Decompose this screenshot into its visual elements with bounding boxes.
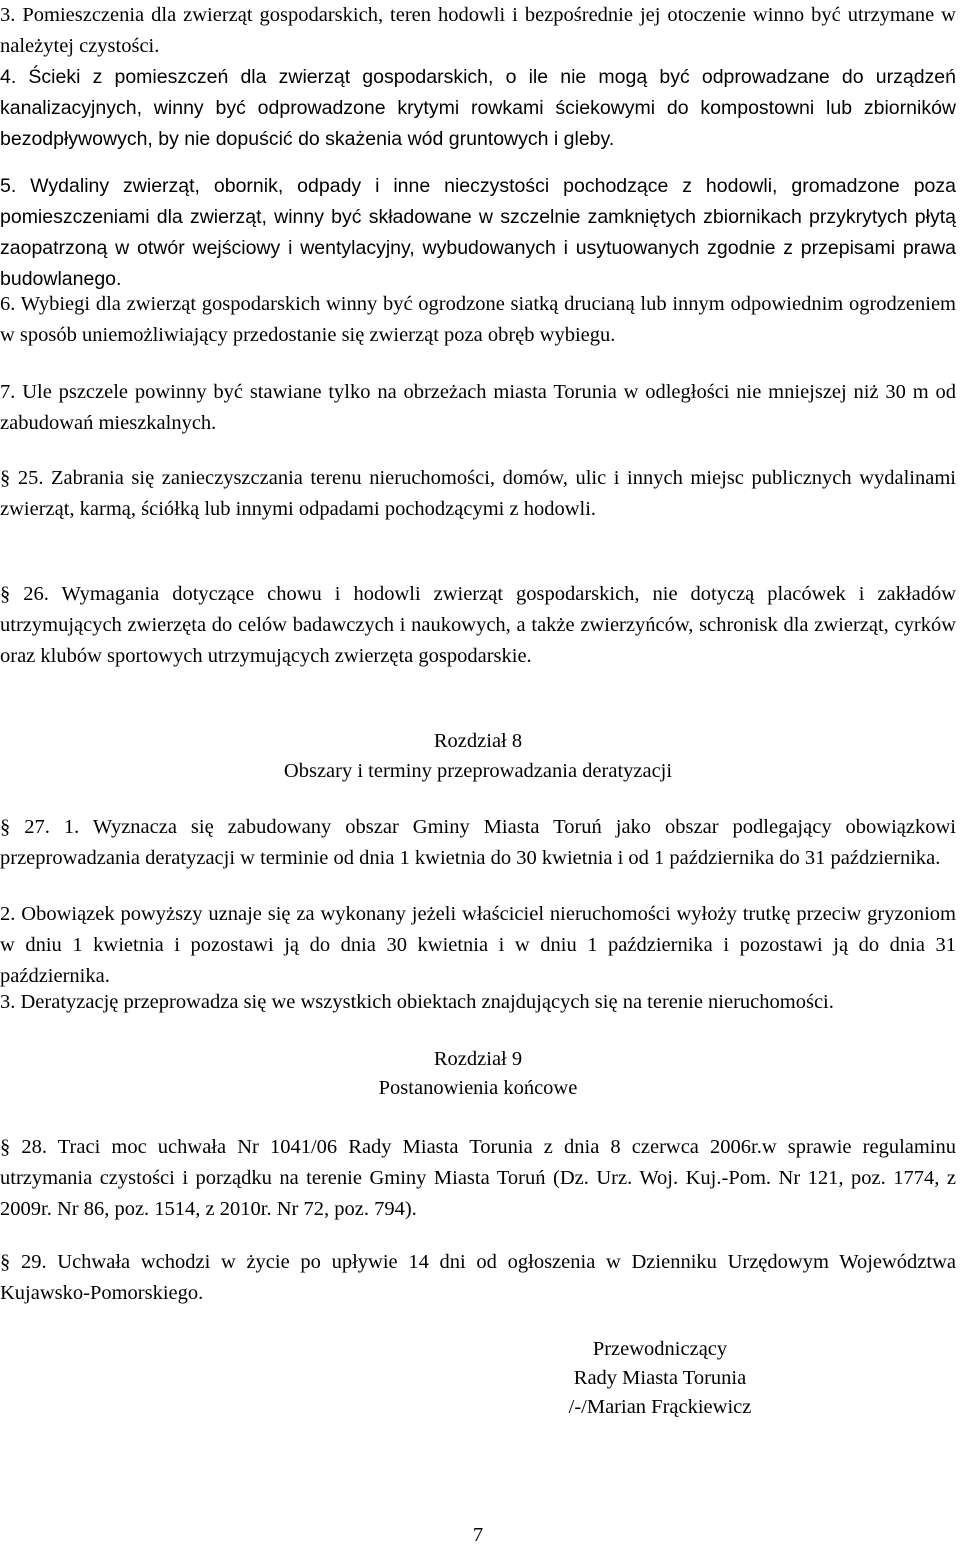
page-number: 7 (472, 1524, 484, 1546)
section-28: § 28. Traci moc uchwała Nr 1041/06 Rady Miasta Torunia z dnia 8 czerwca 2006r.w sprawie regulaminu utrzymania czystości i porządku na terenie Gminy Miasta Toruń (Dz. Urz. Woj. Kuj.-Pom. Nr 121, poz. 1774, z 2009r. Nr 86, poz. 1514, z 2010r. Nr 72, poz. 794). (0, 1136, 956, 1220)
chapter-8-title: Rozdział 8 (433, 730, 523, 752)
section-25: § 25. Zabrania się zanieczyszczania terenu nieruchomości, domów, ulic i innych miejsc publicznych wydalinami zwierząt, karmą, ściółką lub innymi odpadami pochodzącymi z hodowli. (0, 467, 956, 520)
signature-council: Rady Miasta Torunia (573, 1367, 747, 1389)
chapter-9-subtitle: Postanowienia końcowe (378, 1077, 578, 1099)
paragraph-7: 7. Ule pszczele powinny być stawiane tylko na obrzeżach miasta Torunia w odległości nie mniejszej niż 30 m od zabudowań mieszkalnych. (0, 381, 956, 434)
paragraph-4: 4. Ścieki z pomieszczeń dla zwierząt gospodarskich, o ile nie mogą być odprowadzane do urządzeń kanalizacyjnych, winny być odprowadzone krytymi rowkami ściekowymi do kompostowni lub zbiorników bezodpływowych, by nie dopuścić do skażenia wód gruntowych i gleby. (0, 66, 956, 150)
signature-title: Przewodniczący (592, 1338, 728, 1360)
signature-name: /-/Marian Frąckiewicz (568, 1396, 752, 1418)
section-26: § 26. Wymagania dotyczące chowu i hodowli zwierząt gospodarskich, nie dotyczą placówek i zakładów utrzymujących zwierzęta do celów badawczych i naukowych, a także zwierzyńców, schronisk dla zwierząt, cyrków oraz klubów sportowych utrzymujących zwierzęta gospodarskie. (0, 583, 956, 667)
paragraph-5: 5. Wydaliny zwierząt, obornik, odpady i inne nieczystości pochodzące z hodowli, gromadzone poza pomieszczeniami dla zwierząt, winny być składowane w szczelnie zamkniętych zbiornikach przykrytych płytą zaopatrzoną w otwór wejściowy i wentylacyjny, wybudowanych i usytuowanych zgodnie z przepisami prawa budowlanego. (0, 175, 956, 290)
section-27-3: 3. Deratyzację przeprowadza się we wszystkich obiektach znajdujących się na terenie nieruchomości. (0, 991, 834, 1013)
section-27-1: § 27. 1. Wyznacza się zabudowany obszar Gminy Miasta Toruń jako obszar podlegający obowiązkowi przeprowadzania deratyzacji w terminie od dnia 1 kwietnia do 30 kwietnia i od 1 października do 31 października. (0, 816, 956, 869)
chapter-9-title: Rozdział 9 (433, 1048, 523, 1070)
chapter-8-subtitle: Obszary i terminy przeprowadzania deratyzacji (283, 760, 673, 782)
section-27-2: 2. Obowiązek powyższy uznaje się za wykonany jeżeli właściciel nieruchomości wyłoży trutkę przeciw gryzoniom w dniu 1 kwietnia i pozostawi ją do dnia 30 kwietnia i w dniu 1 października i pozostawi ją do dnia 31 października. (0, 903, 956, 987)
section-29: § 29. Uchwała wchodzi w życie po upływie 14 dni od ogłoszenia w Dzienniku Urzędowym Województwa Kujawsko-Pomorskiego. (0, 1251, 956, 1304)
paragraph-6: 6. Wybiegi dla zwierząt gospodarskich winny być ogrodzone siatką drucianą lub innym odpowiednim ogrodzeniem w sposób uniemożliwiający przedostanie się zwierząt poza obręb wybiegu. (0, 293, 956, 346)
paragraph-3: 3. Pomieszczenia dla zwierząt gospodarskich, teren hodowli i bezpośrednie jej otoczenie winno być utrzymane w należytej czystości. (0, 4, 956, 57)
